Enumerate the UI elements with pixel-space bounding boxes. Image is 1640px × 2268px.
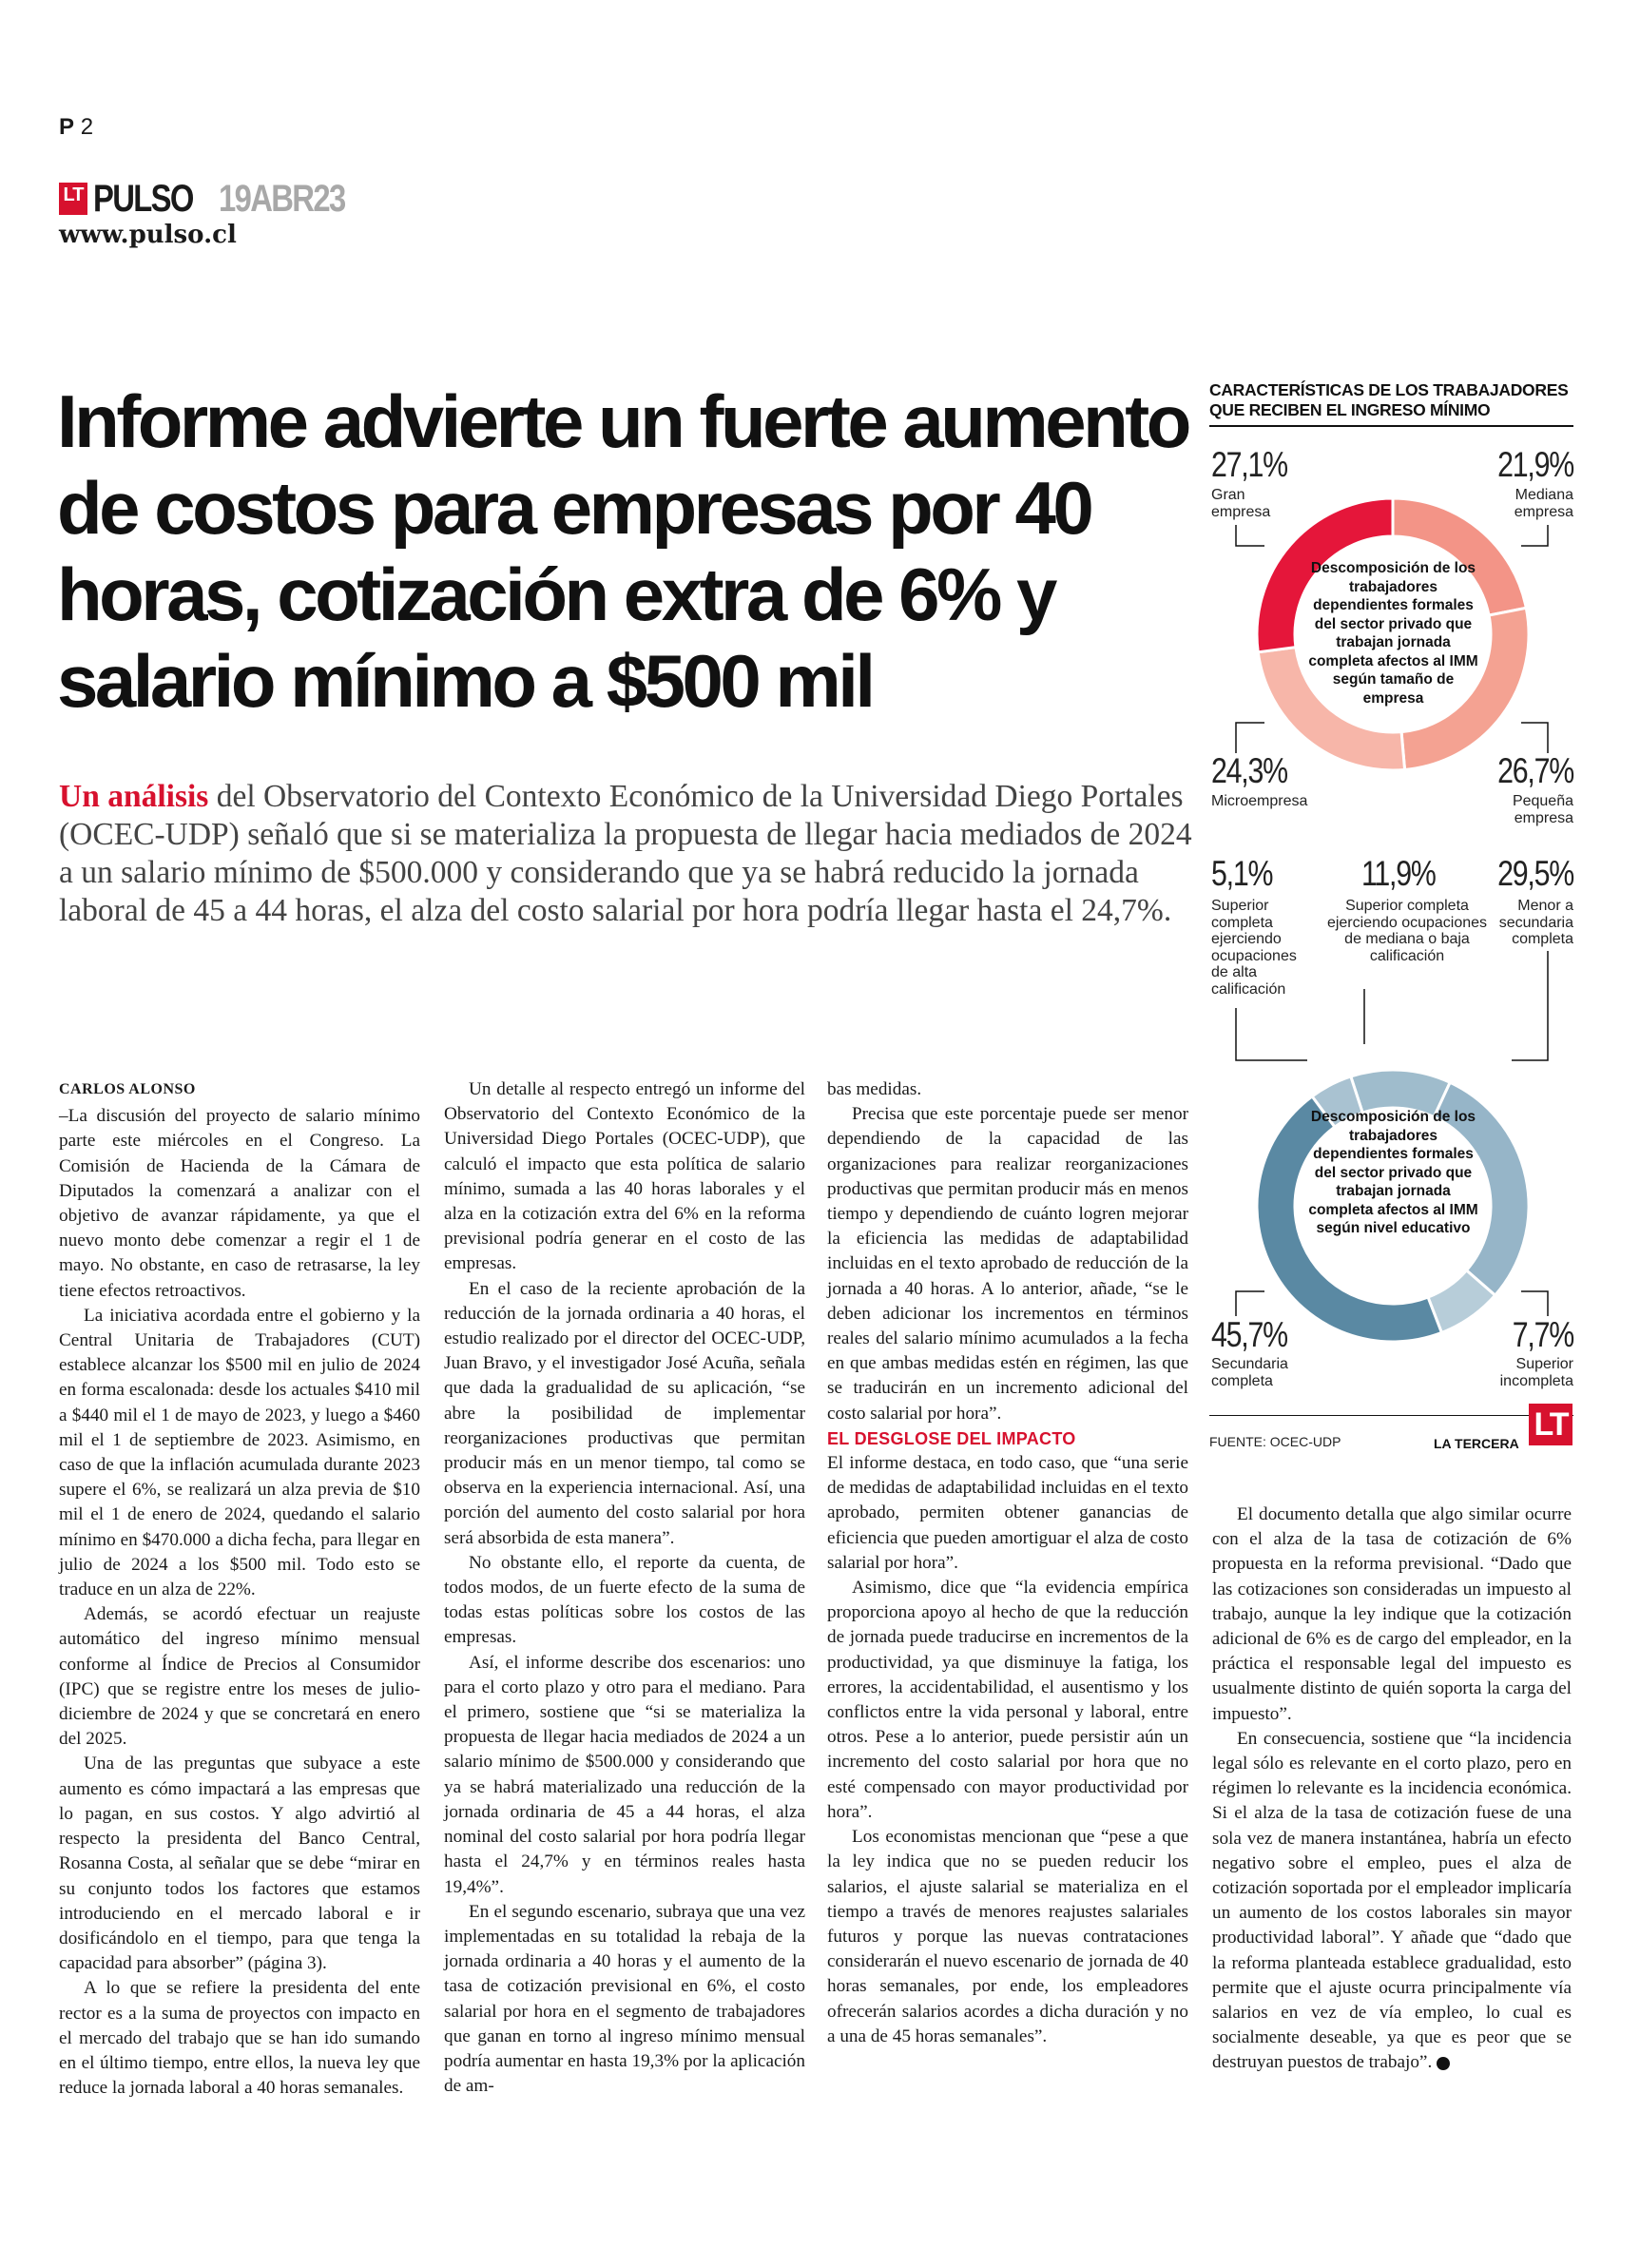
end-mark-icon: P [1437,2057,1450,2070]
paragraph: –La discusión del proyecto de salario mínimo parte este miércoles en el Congreso. La Comisión de Hacienda de la Cámara de Diputados la comenzará a analizar con el objetivo de avanzar rápidamente, ya que el nuevo monto debe comenzar a regir el 1 de mayo. No obstante, en caso de retrasarse, la ley tiene efectos retroactivos. [59,1106,420,1301]
leader-line [1512,951,1548,1060]
lead-kicker: Un análisis [59,779,209,814]
leader-line [1236,1008,1307,1060]
infographic-bottom-rule [1209,1415,1573,1416]
paragraph: El informe destaca, en todo caso, que “una serie de medidas de adaptabilidad incluidas en el texto aprobado, permiten obtener ganancias de eficiencia que pueden amortiguar el alza de costo salarial por hora”. [827,1453,1188,1573]
paragraph: Asimismo, dice que “la evidencia empírica proporciona apoyo al hecho de que la reducción de jornada puede traducirse en incrementos de la productividad, ya que disminuye la fatiga, los errores, la accidentabilidad, el ausentismo y los conflictos entre la vida personal y laboral, entre otros. Pese a lo anterior, puede persistir aún un incremento del costo salarial por hora que no esté compensado con mayor productividad por hora”. [827,1578,1188,1822]
brand-name: PULSO [93,177,193,220]
paragraph: Los economistas mencionan que “pese a que la ley indica que no se pueden reducir los salarios, el ajuste salarial se materializa en el tiempo a través de menores reajustes salariales futuros y porque las nuevas contrataciones considerarán el nuevo escenario de jornada de 40 horas semanales, por ende, los empleadores ofrecerán salarios acordes a dicha duración y no a una de 45 horas semanales”. [827,1827,1188,2046]
pct-pequena-empresa: 26,7% [1497,751,1573,790]
donut-2-caption: Descomposición de los trabajadores dependientes formales del sector privado que trabajan jornada completa afectos al IMM según nivel educativo [1308,1109,1478,1236]
infographic-title: CARACTERÍSTICAS DE LOS TRABAJADORES QUE RECIBEN EL INGRESO MÍNIMO [1209,380,1569,419]
paragraph: Una de las preguntas que subyace a este aumento es cómo impactará a las empresas que lo pagan, en sus costos. Y algo advirtió al respecto la presidenta del Banco Central, Rosanna Costa, al señalar que se debe “mirar en su conjunto todos los factores que estamos introduciendo en el mercado laboral e ir dosificándolo en el tiempo, para que tenga la capacidad para absorber” (página 3). [59,1754,420,1974]
page-number: P 2 [59,114,94,140]
label-gran-empresa: Gran empresa [1211,487,1271,520]
paragraph: Precisa que este porcentaje puede ser menor dependiendo de la capacidad de las organizaciones para realizar reorganizaciones productivas que permitan producir más en menos tiempo y dependiendo de cuánto logren mejorar la eficiencia las medidas de adaptabilidad incluidas en el texto aprobado de reducción de la jornada a 40 horas. A lo anterior, añade, “se le deben adicionar los incrementos en términos reales del salario mínimo acumulados a la fecha en que ambas medidas estén en régimen, las que se traducirán en un incremento adicional del costo salarial por hora”. [827,1104,1188,1424]
headline: Informe advierte un fuerte aumento de costos para empresas por 40 horas, cotización extra de 6% y salario mínimo a $500 mil [57,379,1188,723]
la-tercera-logo: LT [1529,1404,1572,1445]
paragraph: Además, se acordó efectuar un reajuste automático del ingreso mínimo mensual conforme al Índice de Precios al Consumidor (IPC) que se registre entre los meses de julio-diciembre de 2024 y que se concretará en enero del 2025. [59,1604,420,1750]
paragraph: Un detalle al respecto entregó un informe del Observatorio del Contexto Económico de la Universidad Diego Portales (OCEC-UDP), que calculó el impacto que esta política de salario mínimo, sumada a las 40 horas laborales y el alza en la cotización extra del 6% en la reforma previsional podría generar en el costo de las empresas. [444,1079,805,1274]
pct-superior-mediana: 11,9% [1361,854,1436,893]
pct-menor-secundaria: 29,5% [1497,854,1573,893]
label-microempresa: Microempresa [1211,793,1308,809]
leader-line [1521,723,1548,753]
paragraph: A lo que se refiere la presidenta del ente rector es a la suma de proyectos con impacto en el mercado del trabajo que se han ido sumando en el último tiempo, entre ellos, la nueva ley que reduce la jornada laboral a 40 horas semanales. [59,1978,420,2099]
label-superior-mediana: Superior completa ejerciendo ocupaciones de mediana o baja calificación [1326,898,1488,964]
paragraph: No obstante ello, el reporte da cuenta, de todos modos, de un fuerte efecto de la suma de todas estas políticas sobre los costos de las empresas. [444,1552,805,1648]
byline: CARLOS ALONSO [59,1081,196,1097]
infographic-credit: LA TERCERA [1434,1436,1519,1451]
paragraph: El documento detalla que algo similar ocurre con el alza de la tasa de cotización de 6% propuesta en la reforma previsional. “Dado que las cotizaciones son consideradas un impuesto al trabajo, aunque la ley indique que la cotización adicional de 6% es de cargo del empleador, en la práctica el responsable legal del impuesto es usualmente distinto de quién soporta la carga del impuesto”. [1212,1504,1572,1724]
leader-line [1236,723,1264,753]
leader-line [1521,525,1548,546]
pct-gran-empresa: 27,1% [1211,445,1287,484]
label-superior-alta: Superior completa ejerciendo ocupaciones de alta calificación [1211,898,1297,998]
pct-microempresa: 24,3% [1211,751,1287,790]
label-menor-secundaria: Menor a secundaria completa [1498,898,1573,947]
paragraph-text: En consecuencia, sostiene que “la incidencia legal sólo es relevante en el corto plazo, pero en régimen lo relevante es la incidencia económica. Si el alza de la tasa de cotización fuese de una sola vez de manera instantánea, habría un efecto negativo sobre el empleo, pues el alza de cotización soportada por el empleador implicaría un aumento de los costos laborales sin mayor productividad laboral”. Y añade que “dado que la reforma planteada establece gradualidad, esto permite que el ajuste ocurra principalmente vía salarios en vez de vía empleo, lo cual es socialmente deseable, ya que es peor que se destruyan puestos de trabajo”. [1212,1728,1572,2073]
paragraph: En el segundo escenario, subraya que una vez implementadas en su totalidad la rebaja de la jornada ordinaria a 40 horas y el aumento de la tasa de cotización previsional en 6%, el costo salarial por hora en el segmento de trabajadores que ganan en torno al ingreso mínimo mensual podría aumentar en hasta 19,3% por la aplicación de am- [444,1901,805,2097]
pct-mediana-empresa: 21,9% [1497,445,1573,484]
paragraph: En el caso de la reciente aprobación de la reducción de la jornada ordinaria a 40 horas, el estudio realizado por el director del OCEC-UDP, Juan Bravo, y el investigador José Acuña, señala que dada la gradualidad de su aplicación, “se abre la posibilidad de implementar reorganizaciones productivas que permitan producir más en un menor tiempo, tal como se observa en la experiencia internacional. Así, una porción del aumento del costo salarial por hora será absorbida de esta manera”. [444,1278,805,1548]
issue-date: 19ABR23 [219,177,345,220]
la-tercera-logo: LT [59,183,87,215]
label-pequena-empresa: Pequeña empresa [1512,793,1573,826]
site-url: www.pulso.cl [59,221,237,249]
label-superior-incompleta: Superior incompleta [1499,1356,1573,1389]
paragraph: La iniciativa acordada entre el gobierno y la Central Unitaria de Trabajadores (CUT) establece alcanzar los $500 mil en julio de 2024 en forma escalonada: desde los actuales $410 mil a $440 mil el 1 de mayo de 2023, y luego a $460 mil el 1 de septiembre de 2023. Asimismo, en caso de que la inflación acumulada durante 2023 supere el 6%, se realizará un alza previa de $10 mil el 1 de enero de 2024, quedando el salario mínimo en $470.000 a dicha fecha, para llegar en julio de 2024 a los $500 mil. Todo esto se traduce en un alza de 22%. [59,1305,420,1600]
donut-1-caption: Descomposición de los trabajadores dependientes formales del sector privado que trabajan jornada completa afectos al IMM según tamaño de empresa [1308,560,1478,707]
paragraph: Así, el informe describe dos escenarios: uno para el corto plazo y otro para el mediano. Para el primero, sostiene que “si se materializa la propuesta de llegar hacia mediados de 2024 a un salario mínimo de $500.000 y considerando que ya se habrá materializado una reducción de la jornada ordinaria de 45 a 44 horas, el alza nominal del costo salarial por hora podría llegar hasta el 24,7% y en términos reales hasta 19,4%”. [444,1652,805,1897]
label-mediana-empresa: Mediana empresa [1514,487,1573,520]
label-secundaria-completa: Secundaria completa [1211,1356,1288,1389]
leader-line [1521,1291,1548,1316]
infographic-source: FUENTE: OCEC-UDP [1209,1434,1341,1449]
pct-secundaria-completa: 45,7% [1211,1315,1287,1354]
paragraph: bas medidas. [827,1079,922,1099]
pct-superior-alta: 5,1% [1211,854,1273,893]
section-subhead: EL DESGLOSE DEL IMPACTO [827,1428,1076,1448]
leader-line [1236,525,1264,546]
leader-line [1236,1291,1264,1316]
pct-superior-incompleta: 7,7% [1512,1315,1573,1354]
lead-text: del Observatorio del Contexto Económico de la Universidad Diego Portales (OCEC-UDP) señaló que si se materializa la propuesta de llegar hacia mediados de 2024 a un salario mínimo de $500.000 y considerando que ya se habrá reducido la jornada laboral de 45 a 44 horas, el alza del costo salarial por hora podría llegar hasta el 24,7%. [59,779,1192,928]
